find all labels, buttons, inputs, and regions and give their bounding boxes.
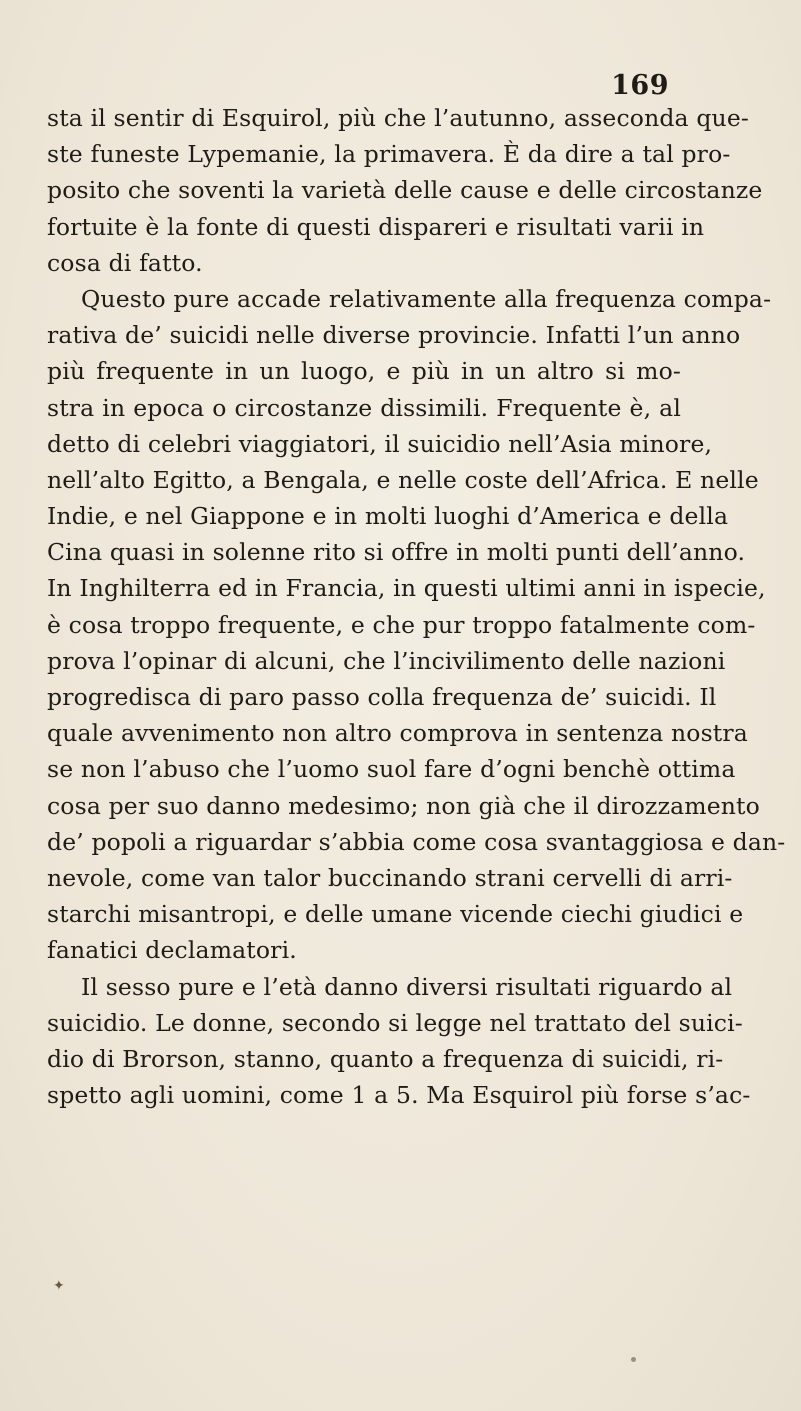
text-line: fortuite è la fonte di questi dispareri e risultati varii in bbox=[47, 212, 705, 241]
text-line: rativa de’ suicidi nelle diverse provincie. Infatti l’un anno bbox=[47, 321, 741, 350]
text-line: posito che soventi la varietà delle cause e delle circostanze bbox=[47, 176, 763, 205]
text-line: Questo pure accade relativamente alla frequenza compa- bbox=[81, 284, 772, 313]
text-line: stra in epoca o circostanze dissimili. Frequente è, al bbox=[47, 393, 681, 422]
text-line: sta il sentir di Esquirol, più che l’autunno, asseconda que- bbox=[47, 104, 749, 132]
text-line: Il sesso pure e l’età danno diversi risultati riguardo al bbox=[81, 972, 733, 1001]
text-line: fanatici declamatori. bbox=[47, 936, 297, 965]
body-text bbox=[47, 100, 786, 1113]
text-line: prova l’opinar di alcuni, che l’incivilimento delle nazioni bbox=[47, 646, 726, 675]
text-line: è cosa troppo frequente, e che pur troppo fatalmente com- bbox=[47, 610, 756, 639]
text-line: cosa per suo danno medesimo; non già che il dirozzamento bbox=[47, 791, 760, 820]
text-line: nevole, come van talor buccinando strani cervelli di arri- bbox=[47, 863, 733, 892]
ink-smudge: ✦ bbox=[53, 1278, 65, 1294]
text-line: dio di Brorson, stanno, quanto a frequenza di suicidi, ri- bbox=[47, 1044, 724, 1073]
text-line: In Inghilterra ed in Francia, in questi ultimi anni in ispecie, bbox=[47, 574, 766, 603]
text-line: nell’alto Egitto, a Bengala, e nelle coste dell’Africa. E nelle bbox=[47, 465, 759, 494]
text-line: suicidio. Le donne, secondo si legge nel trattato del suici- bbox=[47, 1008, 743, 1037]
paper-speck bbox=[631, 1357, 636, 1362]
text-line: Cina quasi in solenne rito si offre in molti punti dell’anno. bbox=[47, 538, 746, 567]
text-line: quale avvenimento non altro comprova in sentenza nostra bbox=[47, 719, 748, 748]
text-line: ste funeste Lypemanie, la primavera. È da dire a tal pro- bbox=[47, 140, 731, 169]
text-line: detto di celebri viaggiatori, il suicidio nell’Asia minore, bbox=[47, 429, 713, 458]
text-line: se non l’abuso che l’uomo suol fare d’ogni benchè ottima bbox=[47, 755, 736, 784]
text-line: Indie, e nel Giappone e in molti luoghi d’America e della bbox=[47, 502, 729, 531]
text-line: de’ popoli a riguardar s’abbia come cosa svantaggiosa e dan- bbox=[47, 827, 786, 856]
text-line: starchi misantropi, e delle umane vicende ciechi giudici e bbox=[47, 900, 744, 929]
text-line: cosa di fatto. bbox=[47, 248, 203, 277]
text-line: più frequente in un luogo, e più in un altro si mo- bbox=[47, 357, 681, 386]
text-line: spetto agli uomini, come 1 a 5. Ma Esquirol più forse s’ac- bbox=[47, 1081, 751, 1110]
page-number: 169 bbox=[611, 70, 669, 101]
text-line: progredisca di paro passo colla frequenza de’ suicidi. Il bbox=[47, 683, 717, 711]
